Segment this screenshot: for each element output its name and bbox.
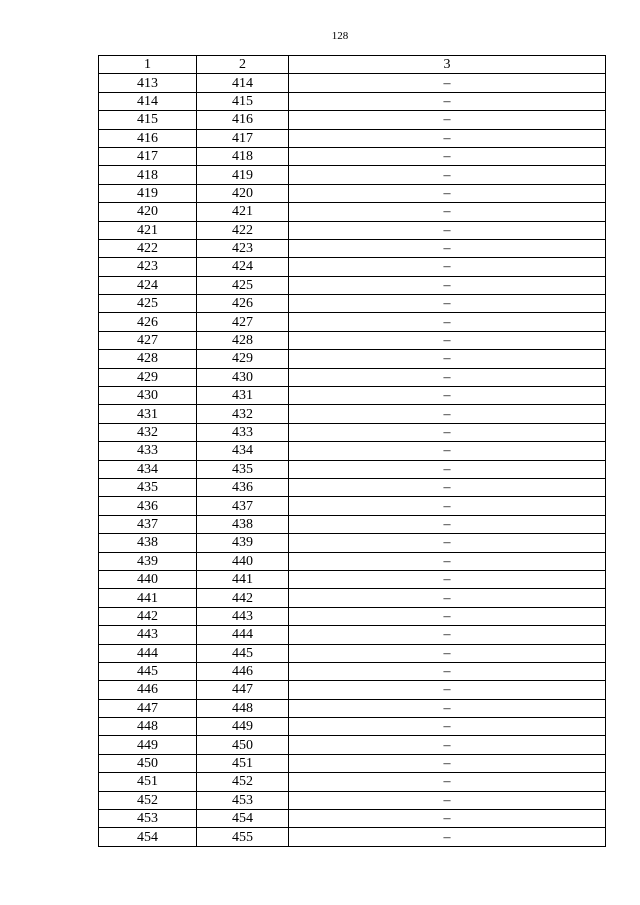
table-row (99, 828, 606, 846)
table-cell-col-3: – (289, 276, 606, 294)
table-row (99, 423, 606, 441)
table-cell-col-3: – (289, 570, 606, 588)
table-cell-col-3: – (289, 387, 606, 405)
table-row (99, 405, 606, 423)
table-cell-col-1: 443 (99, 626, 197, 644)
table-cell-col-3: – (289, 497, 606, 515)
table-row (99, 589, 606, 607)
table-cell-col-2: 436 (197, 478, 289, 496)
table-cell-col-3: – (289, 74, 606, 92)
table-cell-col-1: 416 (99, 129, 197, 147)
table-cell-col-3: – (289, 552, 606, 570)
table-cell-col-3: – (289, 442, 606, 460)
table-row (99, 111, 606, 129)
table-cell-col-1: 419 (99, 184, 197, 202)
table-row (99, 534, 606, 552)
table-row (99, 478, 606, 496)
table-cell-col-3: – (289, 515, 606, 533)
table-cell-col-2: 437 (197, 497, 289, 515)
column-header-1: 1 (99, 56, 197, 74)
table-cell-col-2: 429 (197, 350, 289, 368)
table-row (99, 699, 606, 717)
table-cell-col-3: – (289, 368, 606, 386)
table-cell-col-3: – (289, 681, 606, 699)
table-cell-col-2: 443 (197, 607, 289, 625)
table-cell-col-1: 428 (99, 350, 197, 368)
table-cell-col-3: – (289, 534, 606, 552)
table-cell-col-3: – (289, 460, 606, 478)
table-cell-col-3: – (289, 736, 606, 754)
table-cell-col-2: 418 (197, 147, 289, 165)
table-cell-col-1: 448 (99, 718, 197, 736)
table-cell-col-2: 447 (197, 681, 289, 699)
table-cell-col-2: 420 (197, 184, 289, 202)
table-cell-col-1: 423 (99, 258, 197, 276)
table-cell-col-1: 436 (99, 497, 197, 515)
table-row (99, 552, 606, 570)
table-cell-col-2: 417 (197, 129, 289, 147)
table-cell-col-2: 434 (197, 442, 289, 460)
table-cell-col-2: 433 (197, 423, 289, 441)
table-cell-col-2: 424 (197, 258, 289, 276)
table-cell-col-1: 438 (99, 534, 197, 552)
header-row (99, 56, 606, 74)
table-cell-col-3: – (289, 147, 606, 165)
table-cell-col-2: 419 (197, 166, 289, 184)
table-cell-col-1: 413 (99, 74, 197, 92)
table-cell-col-3: – (289, 203, 606, 221)
table-cell-col-3: – (289, 111, 606, 129)
table-cell-col-3: – (289, 718, 606, 736)
table-row (99, 92, 606, 110)
table-row (99, 607, 606, 625)
table-cell-col-2: 415 (197, 92, 289, 110)
table-cell-col-2: 427 (197, 313, 289, 331)
table-cell-col-2: 414 (197, 74, 289, 92)
table-cell-col-3: – (289, 239, 606, 257)
table-cell-col-2: 446 (197, 662, 289, 680)
table-cell-col-1: 442 (99, 607, 197, 625)
table-cell-col-1: 453 (99, 810, 197, 828)
table-cell-col-3: – (289, 129, 606, 147)
table-cell-col-1: 422 (99, 239, 197, 257)
table-cell-col-2: 430 (197, 368, 289, 386)
table-cell-col-3: – (289, 350, 606, 368)
table-cell-col-2: 441 (197, 570, 289, 588)
table-cell-col-2: 448 (197, 699, 289, 717)
page-number: 128 (331, 30, 349, 42)
table-cell-col-2: 435 (197, 460, 289, 478)
table-row (99, 166, 606, 184)
table-cell-col-3: – (289, 810, 606, 828)
table-cell-col-3: – (289, 754, 606, 772)
table-row (99, 350, 606, 368)
table-row (99, 295, 606, 313)
table-cell-col-1: 439 (99, 552, 197, 570)
table-cell-col-3: – (289, 423, 606, 441)
table-row (99, 313, 606, 331)
table-cell-col-1: 426 (99, 313, 197, 331)
table-cell-col-1: 414 (99, 92, 197, 110)
table-row (99, 662, 606, 680)
table-row (99, 184, 606, 202)
table-cell-col-2: 439 (197, 534, 289, 552)
table-cell-col-1: 415 (99, 111, 197, 129)
table-cell-col-2: 451 (197, 754, 289, 772)
table-row (99, 221, 606, 239)
table-row (99, 258, 606, 276)
table-cell-col-2: 454 (197, 810, 289, 828)
table-row (99, 754, 606, 772)
table-cell-col-1: 432 (99, 423, 197, 441)
table-row (99, 773, 606, 791)
table-cell-col-3: – (289, 405, 606, 423)
table-cell-col-3: – (289, 699, 606, 717)
table-cell-col-3: – (289, 258, 606, 276)
table-row (99, 74, 606, 92)
table-cell-col-3: – (289, 478, 606, 496)
table-cell-col-1: 427 (99, 331, 197, 349)
table-cell-col-1: 418 (99, 166, 197, 184)
column-header-3: 3 (289, 56, 606, 74)
table-row (99, 791, 606, 809)
table-cell-col-2: 450 (197, 736, 289, 754)
table-cell-col-1: 424 (99, 276, 197, 294)
table-cell-col-1: 433 (99, 442, 197, 460)
table-cell-col-2: 442 (197, 589, 289, 607)
table-cell-col-3: – (289, 607, 606, 625)
table-cell-col-1: 429 (99, 368, 197, 386)
column-header-2: 2 (197, 56, 289, 74)
table-cell-col-3: – (289, 221, 606, 239)
table-cell-col-3: – (289, 773, 606, 791)
table-header (99, 56, 606, 74)
table-cell-col-1: 420 (99, 203, 197, 221)
table-cell-col-3: – (289, 313, 606, 331)
table-cell-col-1: 447 (99, 699, 197, 717)
table-cell-col-1: 431 (99, 405, 197, 423)
table-cell-col-3: – (289, 92, 606, 110)
table-cell-col-1: 435 (99, 478, 197, 496)
table-row (99, 147, 606, 165)
table-row (99, 810, 606, 828)
table-row (99, 736, 606, 754)
table-row (99, 368, 606, 386)
table-cell-col-2: 422 (197, 221, 289, 239)
table-row (99, 203, 606, 221)
table-cell-col-1: 441 (99, 589, 197, 607)
table-cell-col-3: – (289, 184, 606, 202)
table-cell-col-2: 445 (197, 644, 289, 662)
table-cell-col-2: 423 (197, 239, 289, 257)
table-body (99, 74, 606, 846)
table-cell-col-2: 449 (197, 718, 289, 736)
table-cell-col-2: 455 (197, 828, 289, 846)
table-cell-col-3: – (289, 295, 606, 313)
table-cell-col-2: 421 (197, 203, 289, 221)
table-cell-col-2: 452 (197, 773, 289, 791)
table-row (99, 570, 606, 588)
table-cell-col-1: 454 (99, 828, 197, 846)
table-cell-col-1: 421 (99, 221, 197, 239)
table-cell-col-1: 437 (99, 515, 197, 533)
table-cell-col-3: – (289, 331, 606, 349)
table-cell-col-3: – (289, 662, 606, 680)
table-cell-col-1: 452 (99, 791, 197, 809)
table-cell-col-2: 416 (197, 111, 289, 129)
table-row (99, 460, 606, 478)
table-cell-col-1: 434 (99, 460, 197, 478)
table-cell-col-1: 425 (99, 295, 197, 313)
table-cell-col-1: 417 (99, 147, 197, 165)
table-cell-col-3: – (289, 644, 606, 662)
table-cell-col-1: 449 (99, 736, 197, 754)
table-cell-col-2: 432 (197, 405, 289, 423)
table-row (99, 626, 606, 644)
table-cell-col-3: – (289, 166, 606, 184)
table-row (99, 276, 606, 294)
table-row (99, 497, 606, 515)
table-cell-col-2: 453 (197, 791, 289, 809)
table-row (99, 515, 606, 533)
table-cell-col-1: 450 (99, 754, 197, 772)
table-cell-col-1: 445 (99, 662, 197, 680)
table-cell-col-1: 444 (99, 644, 197, 662)
table-row (99, 387, 606, 405)
table-row (99, 442, 606, 460)
table-cell-col-2: 440 (197, 552, 289, 570)
table-cell-col-2: 444 (197, 626, 289, 644)
table-row (99, 239, 606, 257)
table-cell-col-3: – (289, 828, 606, 846)
table-cell-col-1: 430 (99, 387, 197, 405)
table-row (99, 681, 606, 699)
table-cell-col-2: 438 (197, 515, 289, 533)
table-row (99, 644, 606, 662)
table-cell-col-2: 425 (197, 276, 289, 294)
table-cell-col-1: 440 (99, 570, 197, 588)
table-cell-col-2: 428 (197, 331, 289, 349)
table-row (99, 129, 606, 147)
table-row (99, 718, 606, 736)
table-cell-col-2: 426 (197, 295, 289, 313)
table-cell-col-1: 451 (99, 773, 197, 791)
table-row (99, 331, 606, 349)
table-cell-col-3: – (289, 589, 606, 607)
table-cell-col-2: 431 (197, 387, 289, 405)
table-cell-col-1: 446 (99, 681, 197, 699)
table-cell-col-3: – (289, 626, 606, 644)
data-table (98, 55, 606, 847)
table-cell-col-3: – (289, 791, 606, 809)
